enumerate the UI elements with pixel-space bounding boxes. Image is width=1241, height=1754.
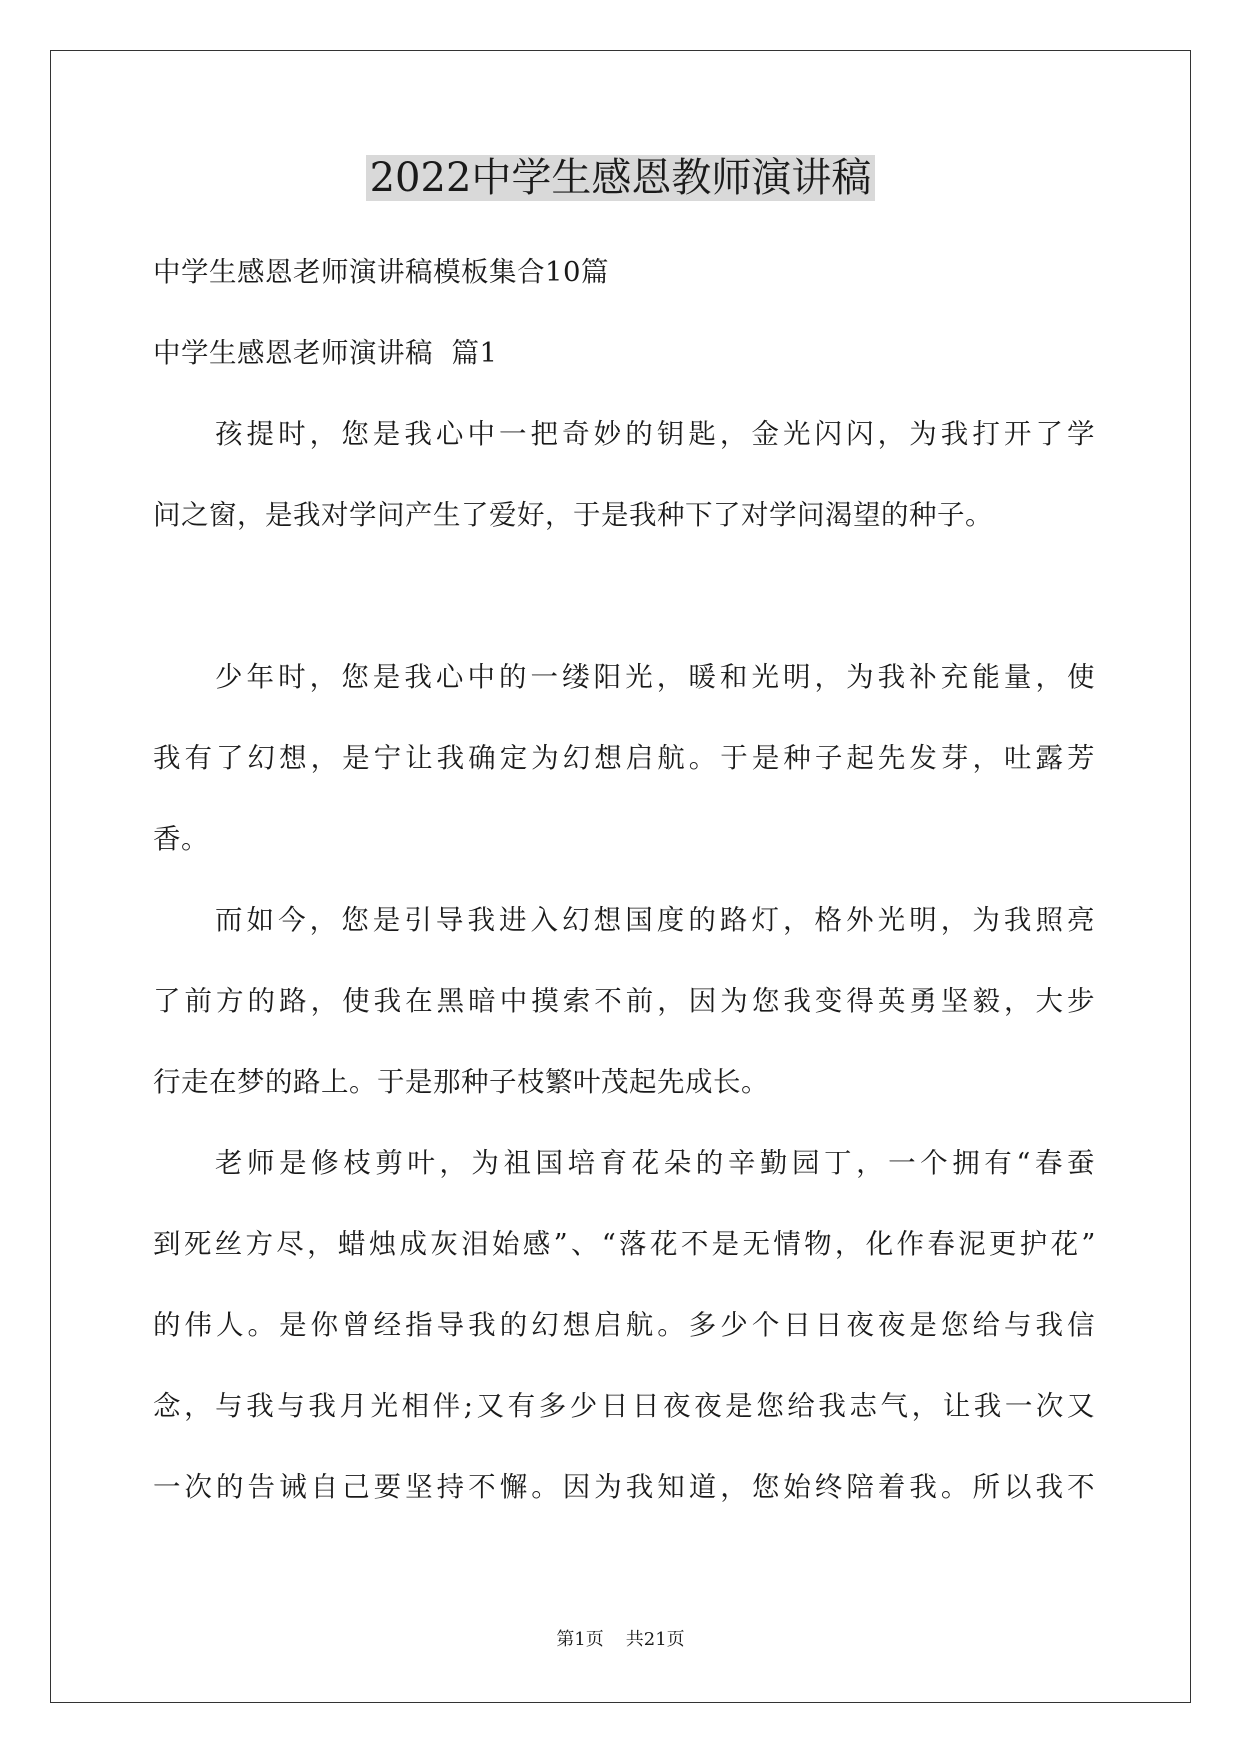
document-body: [153, 232, 1095, 1528]
paragraph-line: 了前方的路，使我在黑暗中摸索不前，因为您我变得英勇坚毅，大步: [153, 985, 1095, 1017]
page-number: 第1页: [556, 1629, 604, 1650]
subtitle: 中学生感恩老师演讲稿模板集合10篇: [153, 256, 609, 288]
paragraph-line: 孩提时，您是我心中一把奇妙的钥匙，金光闪闪，为我打开了学: [215, 418, 1095, 450]
paragraph-line: 老师是修枝剪叶，为祖国培育花朵的辛勤园丁，一个拥有“春蚕: [215, 1147, 1095, 1179]
page-total: 共21页: [625, 1629, 685, 1650]
paragraph-line: 香。: [153, 823, 209, 855]
document-title: [0, 148, 1241, 208]
paragraph-line: 的伟人。是你曾经指导我的幻想启航。多少个日日夜夜是您给与我信: [153, 1309, 1095, 1341]
paragraph-line: 少年时，您是我心中的一缕阳光，暖和光明，为我补充能量，使: [215, 661, 1095, 693]
page-footer: [0, 1628, 1241, 1652]
title-text: 2022中学生感恩教师演讲稿: [366, 155, 876, 201]
paragraph-line: 一次的告诫自己要坚持不懈。因为我知道，您始终陪着我。所以我不: [153, 1471, 1095, 1503]
section-heading: 中学生感恩老师演讲稿 篇1: [153, 337, 498, 369]
paragraph-line: 而如今，您是引导我进入幻想国度的路灯，格外光明，为我照亮: [215, 904, 1095, 936]
paragraph-line: 行走在梦的路上。于是那种子枝繁叶茂起先成长。: [153, 1066, 769, 1098]
paragraph-line: 我有了幻想，是宁让我确定为幻想启航。于是种子起先发芽，吐露芳: [153, 742, 1095, 774]
paragraph-line: 到死丝方尽，蜡烛成灰泪始感”、“落花不是无情物，化作春泥更护花”: [153, 1228, 1095, 1260]
paragraph-line: 问之窗，是我对学问产生了爱好，于是我种下了对学问渴望的种子。: [153, 499, 993, 531]
blank-line: [153, 556, 1095, 637]
paragraph-line: 念，与我与我月光相伴;又有多少日日夜夜是您给我志气，让我一次又: [153, 1390, 1095, 1422]
